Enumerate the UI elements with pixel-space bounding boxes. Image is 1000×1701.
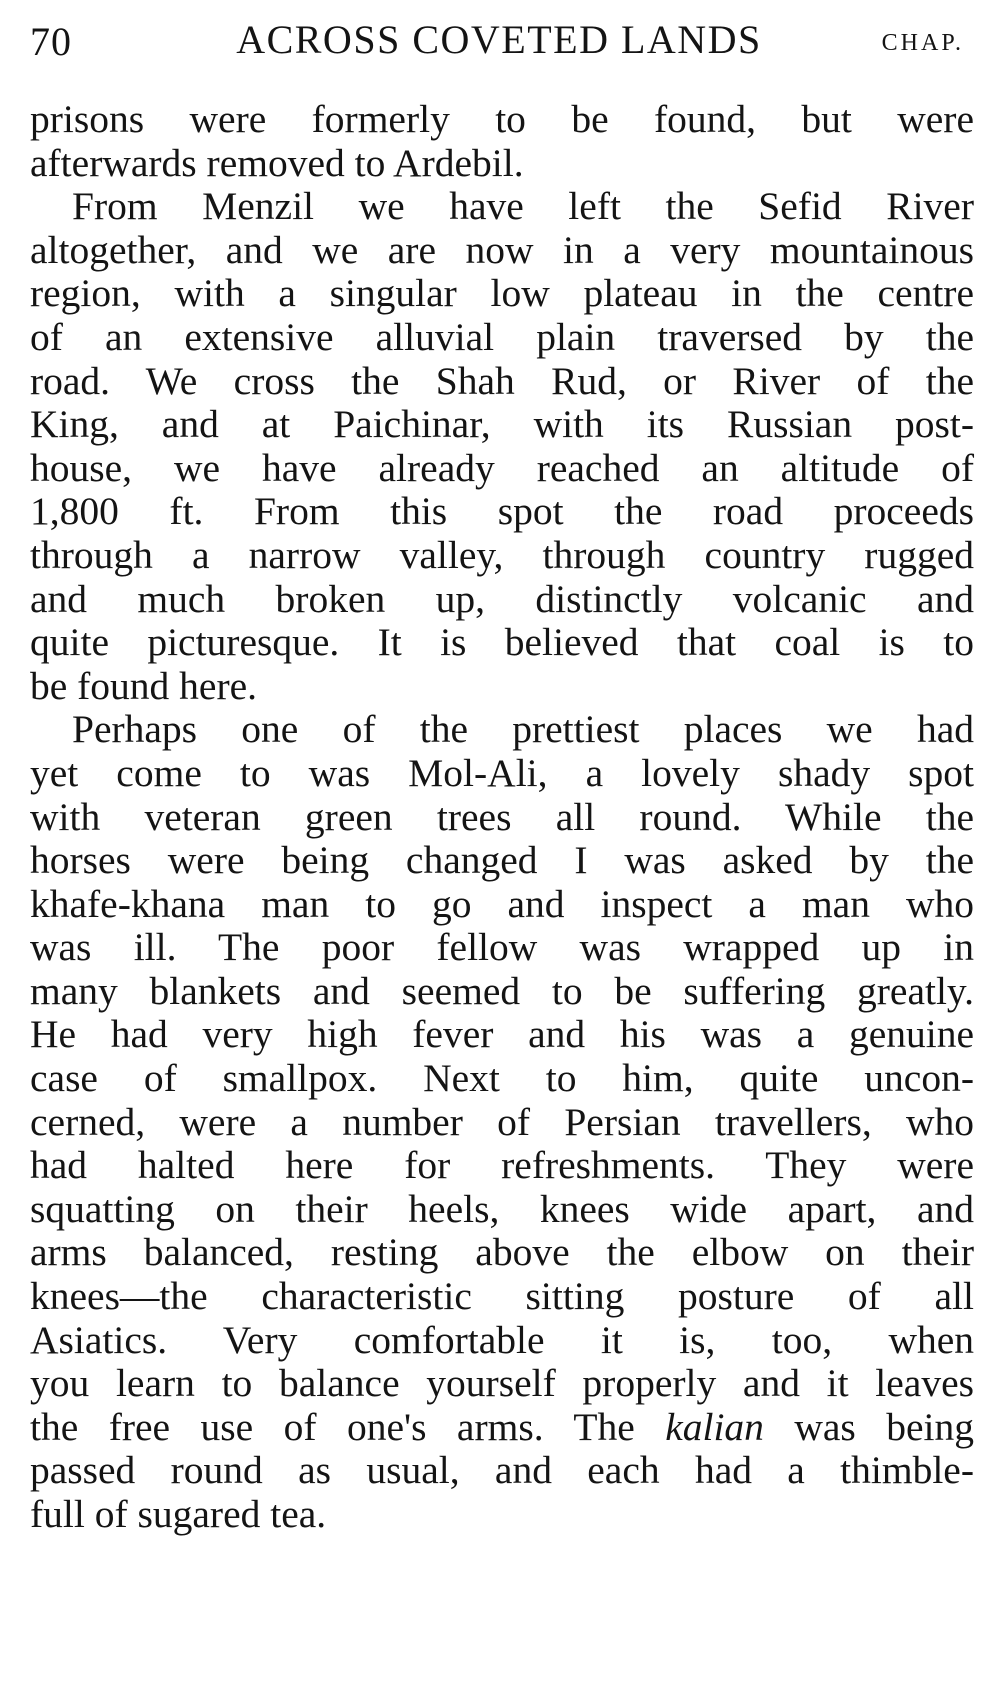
- text-line: be found here.: [30, 663, 258, 708]
- text-line-with-italic: [30, 1406, 974, 1450]
- text-line: was ill. The poor fellow was wrapped up in: [30, 925, 974, 970]
- line-text: was being: [763, 1404, 975, 1449]
- running-title: ACROSS COVETED LANDS: [236, 17, 762, 62]
- body-text: [30, 98, 974, 1537]
- text-line: yet come to was Mol-Ali, a lovely shady spot: [30, 750, 974, 795]
- text-line: squatting on their heels, knees wide apart, and: [30, 1186, 974, 1231]
- text-line: passed round as usual, and each had a thimble-: [30, 1448, 974, 1493]
- text-line: 1,800 ft. From this spot the road proceeds: [30, 489, 974, 534]
- text-line: case of smallpox. Next to him, quite uncon-: [30, 1056, 974, 1101]
- text-line: of an extensive alluvial plain traversed by the: [30, 314, 974, 359]
- text-line: King, and at Paichinar, with its Russian post-: [30, 402, 974, 447]
- chapter-mark: CHAP.: [881, 30, 964, 56]
- text-line: altogether, and we are now in a very mountainous: [30, 227, 974, 272]
- text-line: full of sugared tea.: [30, 1492, 327, 1536]
- text-line: and much broken up, distinctly volcanic and: [30, 576, 974, 621]
- line-text: the free use of one's arms. The: [30, 1404, 666, 1449]
- text-line: road. We cross the Shah Rud, or River of the: [30, 358, 974, 403]
- text-line: many blankets and seemed to be suffering greatly.: [30, 968, 974, 1013]
- text-line: arms balanced, resting above the elbow on their: [30, 1230, 974, 1275]
- paragraph-3: [30, 708, 974, 1536]
- text-line: region, with a singular low plateau in the centre: [30, 271, 974, 316]
- text-line: Perhaps one of the prettiest places we had: [72, 707, 974, 752]
- text-line: cerned, were a number of Persian travellers, who: [30, 1099, 974, 1144]
- text-line: house, we have already reached an altitude of: [30, 445, 974, 490]
- text-line: had halted here for refreshments. They were: [30, 1143, 974, 1188]
- text-line: khafe-khana man to go and inspect a man who: [30, 881, 974, 926]
- italic-word: kalian: [665, 1404, 764, 1449]
- text-line: quite picturesque. It is believed that coal is to: [30, 620, 974, 665]
- page-header: [28, 10, 970, 70]
- text-line: He had very high fever and his was a genuine: [30, 1012, 974, 1057]
- text-line: you learn to balance yourself properly and it leaves: [30, 1361, 974, 1406]
- text-line: Asiatics. Very comfortable it is, too, when: [30, 1317, 974, 1362]
- text-line: with veteran green trees all round. While the: [30, 794, 974, 839]
- paragraph-1: [30, 98, 974, 185]
- text-line: horses were being changed I was asked by the: [30, 838, 974, 883]
- page-number: 70: [30, 19, 72, 64]
- text-line: afterwards removed to Ardebil.: [30, 140, 524, 185]
- paragraph-2: [30, 185, 974, 708]
- text-line: From Menzil we have left the Sefid River: [72, 184, 974, 229]
- text-line: through a narrow valley, through country rugged: [30, 532, 974, 577]
- text-line: prisons were formerly to be found, but were: [30, 97, 974, 141]
- text-line: knees—the characteristic sitting posture of all: [30, 1274, 974, 1319]
